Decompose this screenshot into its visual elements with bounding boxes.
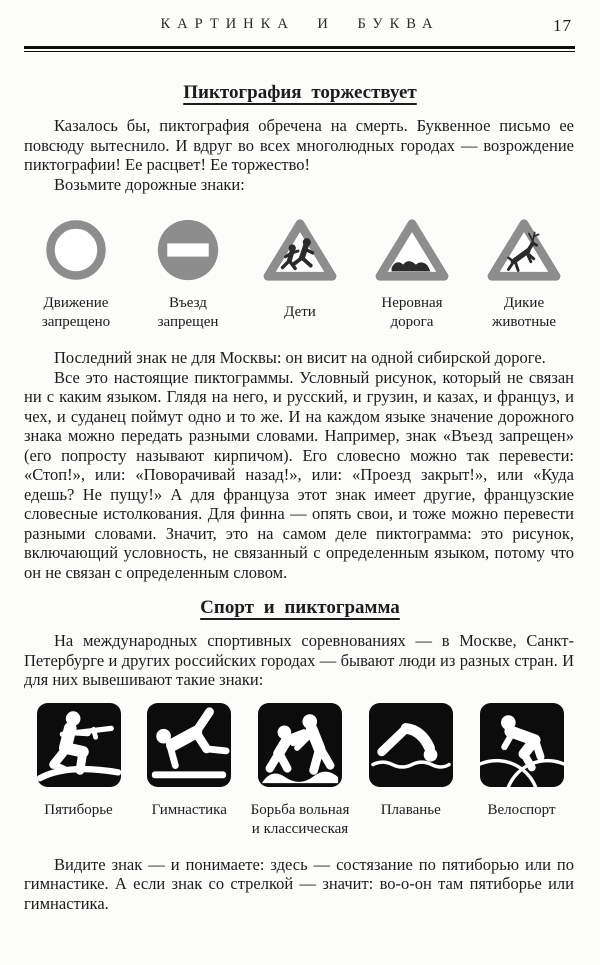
paragraph: Возьмите дорожные знаки: <box>54 174 245 194</box>
paragraph: Видите знак — и понимаете: здесь — состязание по пятиборью или по гимнастике. А если знак со стрелкой — значит: во-о-он там пятиборье или гимнастика. <box>24 854 574 913</box>
road-sign-label: Неровная дорога <box>381 295 443 331</box>
paragraph: На международных спортивных соревнованиях — в Москве, Санкт-Петербурге и других российских городах — бывают люди из разных стран. И для них вывешивают такие знаки: <box>24 631 574 690</box>
road-sign-label: Движение запрещено <box>41 295 111 331</box>
sport-sign-label: Плаванье <box>380 801 441 818</box>
road-signs-row <box>0 214 600 332</box>
running-title: КАРТИНКА И БУКВА <box>160 16 440 32</box>
road-sign-cell <box>474 214 574 332</box>
sport-sign-label: Борьба вольная и классическая <box>250 801 350 837</box>
road-sign-cell <box>26 214 126 332</box>
paragraph: Последний знак не для Москвы: он висит на одной сибирской дороге. <box>54 348 546 368</box>
page-number: 17 <box>553 16 572 35</box>
sport-sign-label: Пятиборье <box>44 801 113 818</box>
paragraph: Казалось бы, пиктография обречена на смерть. Буквенное письмо ее повсюду вытеснило. И вдруг во всех многолюдных городах — возрождение пиктографии! Ее расцвет! Ее торжество! <box>24 116 574 175</box>
running-head <box>0 16 600 36</box>
sport-sign-cell <box>474 703 569 839</box>
paragraph: Все это настоящие пиктограммы. Условный рисунок, который не связан ни с каким языком. Глядя на него, и русский, и грузин, и казах, и француз, и чех, и суданец поймут одно и то же. И на каждом языке значение дорожного знака можно передать разными словами. Например, знак «Въезд запрещен» (его попросту называют кирпичом). Его словесно можно так перевести: «Стоп!», или: «Поворачивай назад!», или: «Проезд закрыт!», или «Куда едешь? Не пущу!» А для француза этот знак имеет другие, французские словесные истолкования. Для финна — опять свои, и тоже можно перевести разными словами. Значит, это на самом деле пиктограмма: это рисунок, включающий условность, не связанный с определенным языком, потому что он не связан с определенным словом. <box>24 367 574 582</box>
road-sign-label: Въезд запрещен <box>157 295 219 331</box>
road-sign-cell <box>362 214 462 332</box>
road-sign-cell <box>250 214 350 332</box>
sport-pictograms-row <box>0 703 600 839</box>
no-entry-sign-icon <box>155 214 221 286</box>
sport-sign-cell <box>363 703 458 839</box>
road-sign-label: Дети <box>284 304 316 321</box>
swimming-pictogram-icon <box>369 703 453 792</box>
sport-sign-label: Гимнастика <box>151 801 227 818</box>
sport-sign-cell <box>250 703 350 839</box>
section-title-sport: Спорт и пиктограмма <box>200 597 400 619</box>
header-double-rule <box>24 46 575 52</box>
pentathlon-pictogram-icon <box>37 703 121 792</box>
sport-sign-label: Велоспорт <box>487 801 556 818</box>
cycling-pictogram-icon <box>480 703 564 792</box>
road-sign-label: Дикие животные <box>492 295 556 331</box>
sport-sign-cell <box>31 703 126 839</box>
road-sign-cell <box>138 214 238 332</box>
rough-road-sign-icon <box>375 214 449 286</box>
section-title-pictography: Пиктография торжествует <box>183 82 417 104</box>
no-traffic-sign-icon <box>43 214 109 286</box>
gymnastics-pictogram-icon <box>147 703 231 792</box>
sport-sign-cell <box>142 703 237 839</box>
wrestling-pictogram-icon <box>258 703 342 792</box>
wild-animals-sign-icon <box>487 214 561 286</box>
children-sign-icon <box>263 214 337 286</box>
